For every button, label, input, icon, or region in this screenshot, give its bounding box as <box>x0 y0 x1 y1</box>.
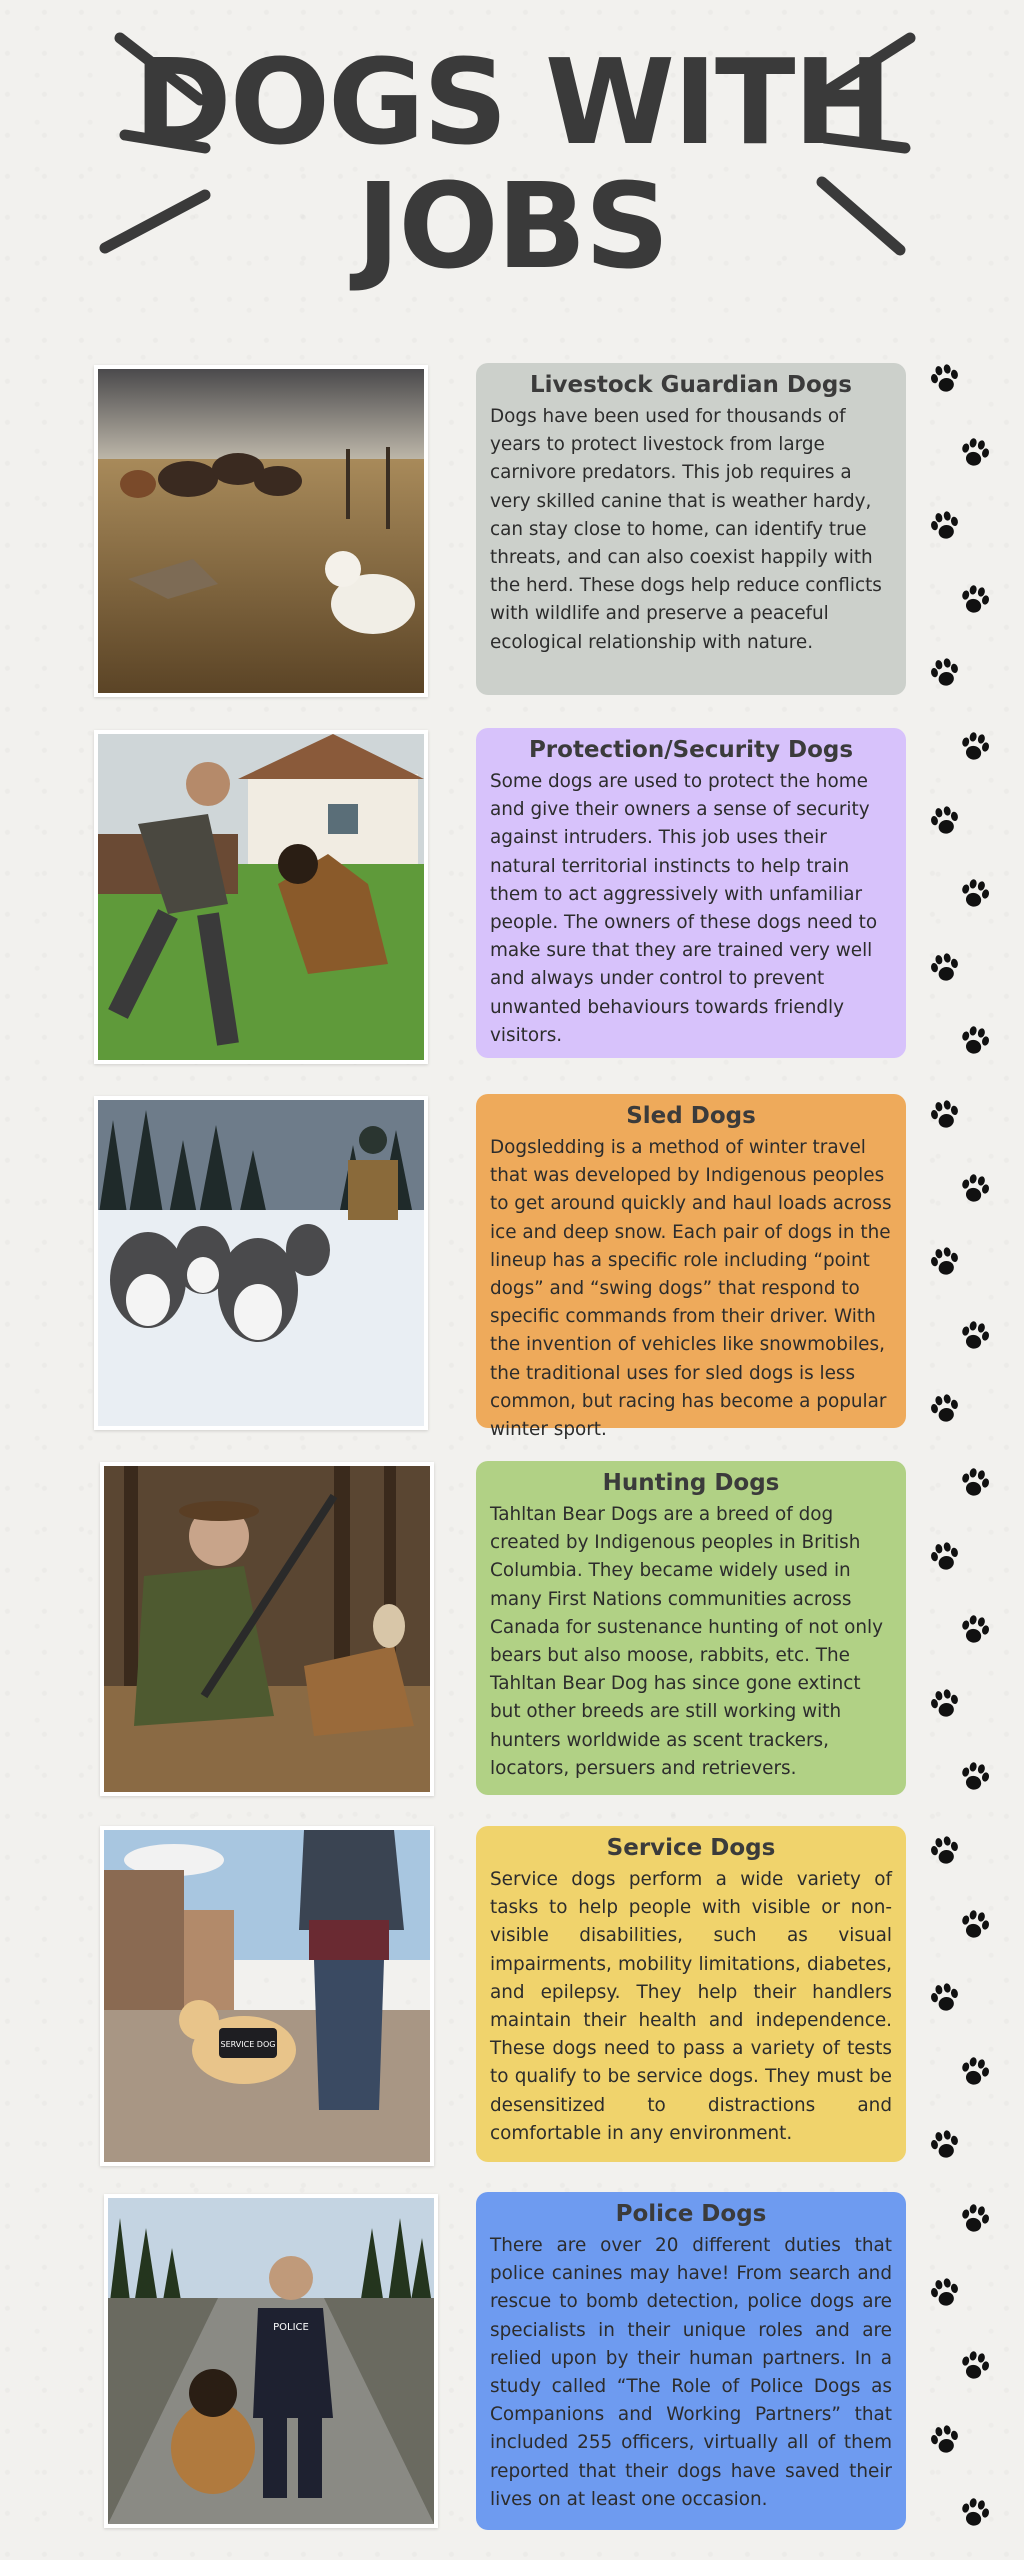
paw-print-icon <box>925 1095 965 1135</box>
paw-print-icon <box>925 359 965 399</box>
card-protection-heading: Protection/Security Dogs <box>528 737 854 763</box>
paw-print-icon <box>925 1536 965 1576</box>
card-sled-text: Dogsledding is a method of winter travel that was developed by Indigenous peoples to get around quickly and haul loads across ice and deep snow. Each pair of dogs in the lineup has a specific role including “point dogs” and “swing dogs” that respond to specific commands from their driver. With the invention of vehicles like snowmobiles, the traditional uses for sled dogs is less common, but racing has become a popular winter sport. <box>490 1137 892 1441</box>
paw-print-icon <box>925 1831 965 1871</box>
livestock-photo <box>94 365 428 697</box>
card-hunting-heading: Hunting Dogs <box>602 1470 780 1496</box>
card-service-text: Service dogs perform a wide variety of tasks to help people with visible or non-visible disabilities, such as visual impairments, mobility limitations, diabetes, and epilepsy. They help their handlers maintain their health and independence. These dogs need to pass a variety of tests to qualify to be service dogs. They must be desensitized to distractions and comfortable in any environment. <box>490 1869 892 2144</box>
paw-print-icon <box>925 2272 965 2312</box>
card-service <box>476 1826 906 2162</box>
service-vest-label: SERVICE DOG <box>220 2040 276 2049</box>
card-police-text: There are over 20 different duties that police canines may have! From search and rescue to bomb detection, police dogs are specialists in their unique roles and are relied upon by their human partners. In a study called “The Role of Police Dogs as Companions and Working Partners” that included 255 officers, virtually all of them reported that their dogs have saved their lives on at least one occasion. <box>490 2235 892 2510</box>
paw-print-icon <box>925 1684 965 1724</box>
card-livestock <box>476 363 906 695</box>
card-hunting <box>476 1461 906 1795</box>
paw-print-icon <box>925 948 965 988</box>
paw-print-icon <box>925 506 965 546</box>
card-protection <box>476 728 906 1058</box>
paw-print-icon <box>925 2420 965 2460</box>
card-police <box>476 2192 906 2530</box>
police-vest-label: POLICE <box>273 2322 309 2333</box>
card-livestock-heading: Livestock Guardian Dogs <box>530 372 852 398</box>
sled-photo <box>94 1096 428 1430</box>
police-photo <box>104 2194 438 2528</box>
title-line-2: JOBS <box>356 157 668 295</box>
paw-print-icon <box>925 800 965 840</box>
hunting-photo <box>100 1462 434 1796</box>
paw-print-icon <box>925 1242 965 1282</box>
card-service-heading: Service Dogs <box>606 1835 776 1861</box>
page-title <box>0 33 1024 295</box>
card-livestock-text: Dogs have been used for thousands of years to protect livestock from large carnivore predators. This job requires a very skilled canine that is weather hardy, can stay close to home, can identify true threats, and can also coexist happily with the herd. These dogs help reduce conflicts with wildlife and preserve a peaceful ecological relationship with nature. <box>490 406 882 653</box>
paw-print-icon <box>925 1978 965 2018</box>
protection-photo <box>94 730 428 1064</box>
title-line-1: DOGS WITH <box>133 33 891 171</box>
card-protection-text: Some dogs are used to protect the home and give their owners a sense of security against intruders. This job uses their natural territorial instincts to help train them to act aggressively with unfamiliar people. The owners of these dogs need to make sure that they are trained very well and always under control to prevent unwanted behaviours towards friendly visitors. <box>490 771 878 1046</box>
card-sled-heading: Sled Dogs <box>626 1103 756 1129</box>
card-sled <box>476 1094 906 1441</box>
service-photo <box>100 1826 434 2166</box>
card-hunting-text: Tahltan Bear Dogs are a breed of dog created by Indigenous peoples in British Columbia. They became widely used in many First Nations communities across Canada for sustenance hunting of not only bears but also moose, rabbits, etc. The Tahltan Bear Dog has since gone extinct but other breeds are still working with hunters worldwide as scent trackers, locators, persuers and retrievers. <box>490 1504 884 1779</box>
card-police-heading: Police Dogs <box>615 2201 767 2227</box>
